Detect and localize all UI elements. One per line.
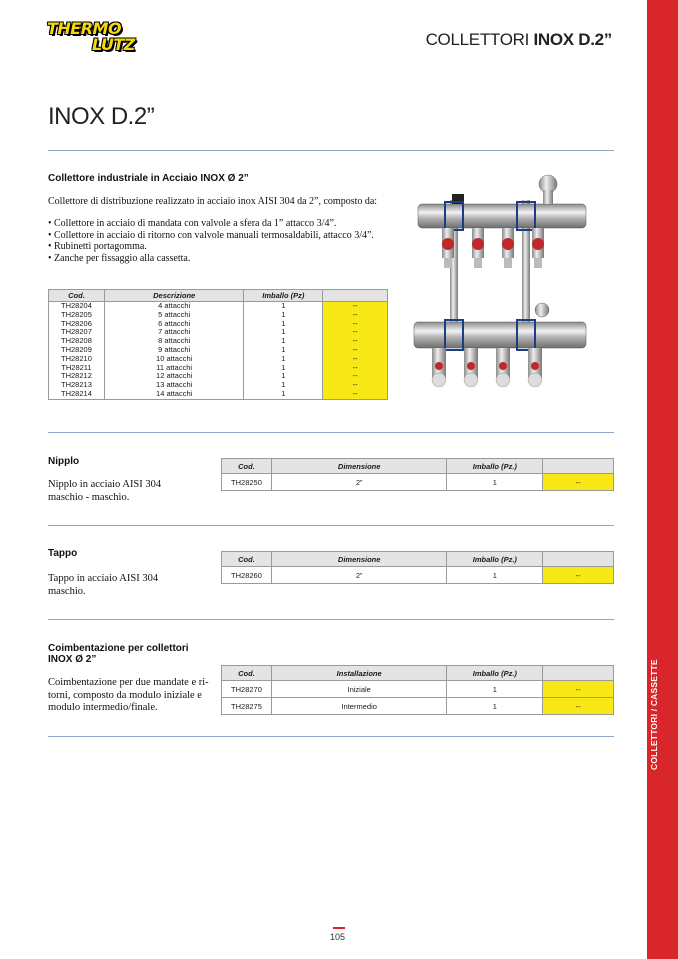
cell-code: TH28260 [222,567,272,584]
col-header-price [543,666,614,681]
cell-price: -- [543,567,614,584]
col-header-imballo: Imballo (Pz.) [447,552,543,567]
table-header-row [222,552,614,567]
cell-desc: 4 attacchi [104,302,244,311]
table-header-row [49,290,388,302]
cell-qty: 1 [244,390,323,399]
cell-qty: 1 [244,337,323,346]
col-header-installazione: Installazione [271,666,447,681]
cell-price: -- [323,302,388,311]
col-header-price [543,552,614,567]
col-header-imballo: Imballo (Pz.) [447,666,543,681]
col-header-cod: Cod. [222,552,272,567]
section-intro: Collettore di distribuzione realizzato in acciaio inox AISI 304 da 2”, composto da: [48,196,378,207]
divider [48,432,614,433]
section-title-collettore: Collettore industriale in Acciaio INOX Ø 2” [48,173,249,184]
cell-code: TH28270 [222,681,272,698]
cell-desc: 14 attacchi [104,390,244,399]
cell-desc: 12 attacchi [104,372,244,381]
cell-desc: 9 attacchi [104,346,244,355]
table-row [222,698,614,715]
table-row [49,364,388,373]
divider [48,525,614,526]
cell-code: TH28204 [49,302,105,311]
cell-code: TH28211 [49,364,105,373]
header-product: INOX D.2” [533,30,612,49]
table-row [222,567,614,584]
cell-qty: 1 [244,320,323,329]
col-header-cod: Cod. [49,290,105,302]
header-category: COLLETTORI [425,30,530,49]
cell-desc: 13 attacchi [104,381,244,390]
cell-code: TH28209 [49,346,105,355]
section-title-nipplo: Nipplo [48,456,80,467]
table-row [49,372,388,381]
side-tab-bar [647,0,678,959]
product-table-nipplo [221,458,614,491]
feature-list [48,218,374,264]
brand-logo [47,19,147,55]
cell-code: TH28214 [49,390,105,399]
tappo-description [48,573,158,598]
cell-installation: Iniziale [271,681,447,698]
cell-desc: 6 attacchi [104,320,244,329]
cell-price: -- [543,698,614,715]
table-row [49,311,388,320]
nipplo-description [48,479,161,504]
cell-qty: 1 [447,681,543,698]
cell-price: -- [323,372,388,381]
cell-desc: 11 attacchi [104,364,244,373]
table-row [49,381,388,390]
table-row [49,337,388,346]
cell-price: -- [323,337,388,346]
cell-qty: 1 [244,346,323,355]
table-row [49,328,388,337]
list-item: • Rubinetti portagomma. [48,241,374,253]
cell-code: TH28275 [222,698,272,715]
section-title-coimbentazione [48,643,189,665]
cell-price: -- [323,381,388,390]
table-header-row [222,666,614,681]
cell-code: TH28210 [49,355,105,364]
list-item: • Collettore in acciaio di mandata con valvole a sfera da 1” attacco 3/4”. [48,218,374,230]
cell-qty: 1 [447,698,543,715]
table-row [222,474,614,491]
cell-installation: Intermedio [271,698,447,715]
page-number: 105 [330,932,346,942]
cell-dimension: 2” [271,567,447,584]
logo-word-lutz: LUTZ [92,35,135,54]
title-line: INOX Ø 2” [48,654,97,665]
cell-code: TH28250 [222,474,272,491]
cell-price: -- [543,474,614,491]
table-row [222,681,614,698]
table-row [49,320,388,329]
cell-price: -- [323,311,388,320]
cell-qty: 1 [447,567,543,584]
cell-code: TH28205 [49,311,105,320]
cell-qty: 1 [244,328,323,337]
col-header-price [543,459,614,474]
coimbentazione-description [48,677,209,715]
cell-desc: 10 attacchi [104,355,244,364]
cell-qty: 1 [244,302,323,311]
cell-price: -- [323,320,388,329]
cell-code: TH28208 [49,337,105,346]
page-header [426,30,612,50]
col-header-imballo: Imballo (Pz) [244,290,323,302]
col-header-cod: Cod. [222,666,272,681]
table-header-row [222,459,614,474]
side-tab-label: COLLETTORI / CASSETTE [649,659,659,770]
col-header-price [323,290,388,302]
cell-code: TH28213 [49,381,105,390]
cell-qty: 1 [244,372,323,381]
text-line: torni, composto da modulo iniziale e [48,689,202,701]
cell-code: TH28206 [49,320,105,329]
cell-qty: 1 [244,364,323,373]
product-table-collettori [48,289,388,400]
section-title-tappo: Tappo [48,548,78,559]
page-number-accent [333,927,345,929]
col-header-imballo: Imballo (Pz.) [447,459,543,474]
divider [48,619,614,620]
cell-price: -- [323,390,388,399]
col-header-dimensione: Dimensione [271,552,447,567]
table-row [49,390,388,399]
page-title: INOX D.2” [48,103,155,130]
manifold-product-image [400,170,602,410]
text-line: modulo intermedio/finale. [48,702,158,713]
text-line: Tappo in acciaio AISI 304 [48,573,159,584]
table-row [49,302,388,311]
col-header-descrizione: Descrizione [104,290,244,302]
cell-desc: 8 attacchi [104,337,244,346]
cell-qty: 1 [447,474,543,491]
cell-price: -- [323,328,388,337]
cell-qty: 1 [244,355,323,364]
cell-price: -- [543,681,614,698]
table-row [49,355,388,364]
cell-price: -- [323,364,388,373]
cell-qty: 1 [244,311,323,320]
list-item: • Collettore in acciaio di ritorno con valvole manuali termosaldabili, attacco 3/4”. [48,230,374,242]
text-line: Coimbentazione per due mandate e ri- [48,677,209,688]
divider [48,736,614,737]
cell-code: TH28212 [49,372,105,381]
text-line: maschio. [48,585,86,597]
table-row [49,346,388,355]
product-table-tappo [221,551,614,584]
col-header-dimensione: Dimensione [271,459,447,474]
cell-desc: 5 attacchi [104,311,244,320]
cell-qty: 1 [244,381,323,390]
cell-price: -- [323,355,388,364]
col-header-cod: Cod. [222,459,272,474]
title-line: Coimbentazione per collettori [48,643,189,654]
cell-price: -- [323,346,388,355]
product-table-coimbentazione [221,665,614,715]
cell-desc: 7 attacchi [104,328,244,337]
cell-dimension: 2” [271,474,447,491]
text-line: Nipplo in acciaio AISI 304 [48,479,162,490]
list-item: • Zanche per fissaggio alla cassetta. [48,253,374,265]
divider [48,150,614,151]
logo-word-thermo: THERMO [47,19,122,38]
cell-code: TH28207 [49,328,105,337]
text-line: maschio - maschio. [48,491,130,503]
